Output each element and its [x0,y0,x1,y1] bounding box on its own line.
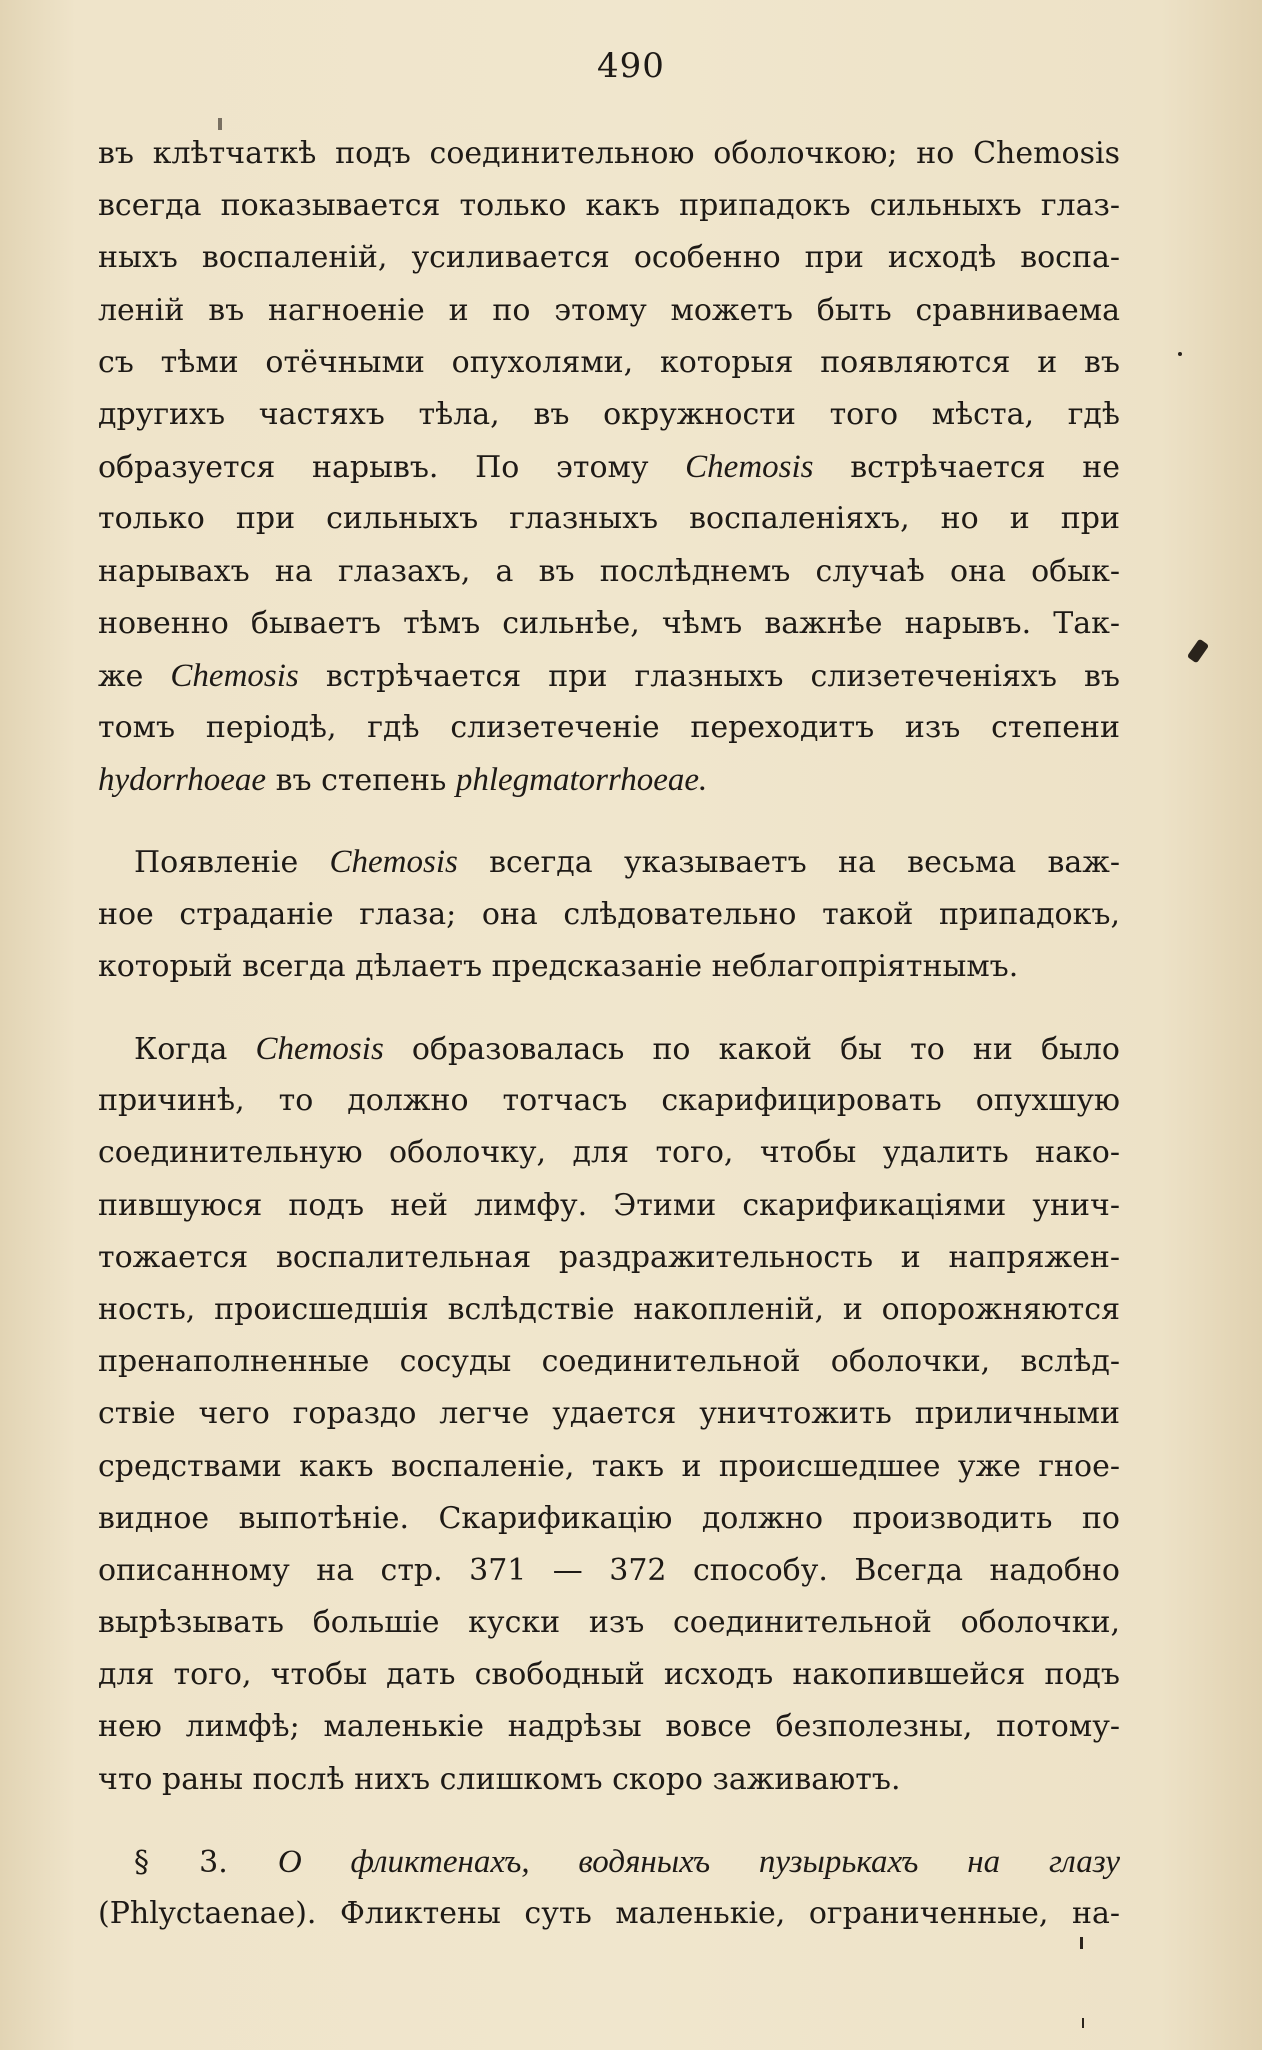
text-line [98,1023,1120,1075]
text-run: же [98,658,171,694]
text-run: всегда указываетъ на весьма важ- [457,845,1120,881]
text-run: описанному на стр. 371 — 372 способу. Всегда надобно [98,1552,1120,1588]
text-line [98,1754,1120,1806]
page-number: 490 [597,46,665,86]
ink-dot [218,118,222,130]
text-line [98,1284,1120,1336]
text-run: (Phlyctaenae). Фликтены суть маленькіе, ограниченные, на- [98,1896,1120,1931]
text-run: встрѣчается не [813,450,1120,486]
paragraph-gap [98,993,1120,1023]
text-run: вырѣзывать большіе куски изъ соединительной оболочки, [98,1605,1120,1641]
text-line [98,493,1120,545]
text-run: образуется нарывъ. По этому [98,450,686,486]
text-line [98,941,1120,993]
text-run: въ клѣтчаткѣ подъ соединительною оболочкою; но Chemosis [98,136,1120,171]
text-line [98,754,1120,806]
text-line [98,1336,1120,1388]
text-line [98,441,1120,493]
text-line [98,1649,1120,1701]
text-line [98,1127,1120,1179]
ink-dot [1080,1937,1083,1949]
text-run: ность, происшедшія вслѣдствіе накопленій, и опорожняются [98,1291,1120,1327]
text-run: нею лимфѣ; маленькіе надрѣзы вовсе безполезны, потому- [98,1709,1120,1745]
body-text [98,128,1120,1940]
italic-term: phlegmatorrhoeae. [455,762,708,799]
text-line [98,232,1120,284]
text-line [98,1888,1120,1940]
text-run: тожается воспалительная раздражительность и напряжен- [98,1239,1120,1275]
text-line [98,285,1120,337]
paragraph [98,1836,1120,1940]
text-run: Появленіе [134,845,330,881]
text-run: причинѣ, то должно тотчасъ скарифицировать опухшую [98,1083,1120,1119]
text-run: видное выпотѣніе. Скарификацію должно производить по [98,1500,1120,1536]
text-line [98,889,1120,941]
text-run: нарывахъ на глазахъ, а въ послѣднемъ случаѣ она обык- [98,553,1120,589]
text-line [98,546,1120,598]
text-line [98,702,1120,754]
paragraph [98,128,1120,806]
text-run: ствіе чего гораздо легче удается уничтожить приличными [98,1396,1120,1432]
text-run: соединительную оболочку, для того, чтобы удалить нако- [98,1135,1120,1171]
text-line [98,1441,1120,1493]
text-run: § 3. [134,1844,278,1880]
text-run: пившуюся подъ ней лимфу. Этими скарификаціями унич- [98,1187,1120,1223]
text-run: леній въ нагноеніе и по этому можетъ быть сравниваема [98,292,1120,328]
text-run: который всегда дѣлаетъ предсказаніе неблагопріятнымъ. [98,948,1019,984]
text-line [98,598,1120,650]
text-run: Когда [134,1032,256,1067]
text-line [98,1701,1120,1753]
text-run: ныхъ воспаленій, усиливается особенно при исходѣ воспа- [98,240,1120,276]
ink-mark [1187,639,1209,664]
italic-term: О фликтенахъ, водяныхъ пузырькахъ на глазу [277,1843,1120,1880]
text-line [98,180,1120,232]
text-run: только при сильныхъ глазныхъ воспаленіяхъ, но и при [98,501,1120,537]
text-run: съ тѣми отёчными опухолями, которыя появляются и въ [98,344,1120,380]
text-line [98,1075,1120,1127]
text-line [98,128,1120,180]
italic-term: hydorrhoeae [98,762,267,799]
text-line [98,1180,1120,1232]
text-line [98,1545,1120,1597]
text-run: новенно бываетъ тѣмъ сильнѣе, чѣмъ важнѣе нарывъ. Так- [98,605,1120,641]
italic-term: Chemosis [170,657,299,694]
paragraph [98,1023,1120,1806]
text-line [98,650,1120,702]
text-run: средствами какъ воспаленіе, такъ и происшедшее уже гное- [98,1448,1120,1484]
text-line [98,1232,1120,1284]
text-line [98,836,1120,888]
text-line [98,1836,1120,1888]
paragraph [98,836,1120,993]
text-line [98,337,1120,389]
text-run: всегда показывается только какъ припадокъ сильныхъ глаз- [98,188,1120,224]
text-run: для того, чтобы дать свободный исходъ накопившейся подъ [98,1657,1120,1693]
text-run: въ степень [266,763,456,799]
italic-term: Chemosis [329,844,458,881]
ink-dot [1082,2018,1084,2028]
italic-term: Chemosis [255,1031,384,1067]
text-run: томъ періодѣ, гдѣ слизетеченіе переходитъ изъ степени [98,710,1120,746]
text-line [98,1597,1120,1649]
text-run: пренаполненные сосуды соединительной оболочки, вслѣд- [98,1344,1120,1380]
ink-dot [1178,352,1182,356]
text-line [98,1388,1120,1440]
text-run: образовалась по какой бы то ни было [383,1032,1120,1067]
text-run: ное страданіе глаза; она слѣдовательно такой припадокъ, [98,896,1120,932]
paragraph-gap [98,1806,1120,1836]
text-run: что раны послѣ нихъ слишкомъ скоро заживаютъ. [98,1761,901,1797]
italic-term: Chemosis [685,449,814,486]
text-line [98,1493,1120,1545]
paragraph-gap [98,806,1120,836]
text-run: другихъ частяхъ тѣла, въ окружности того мѣста, гдѣ [98,396,1120,432]
text-line [98,389,1120,441]
text-run: встрѣчается при глазныхъ слизетеченіяхъ въ [298,658,1120,694]
